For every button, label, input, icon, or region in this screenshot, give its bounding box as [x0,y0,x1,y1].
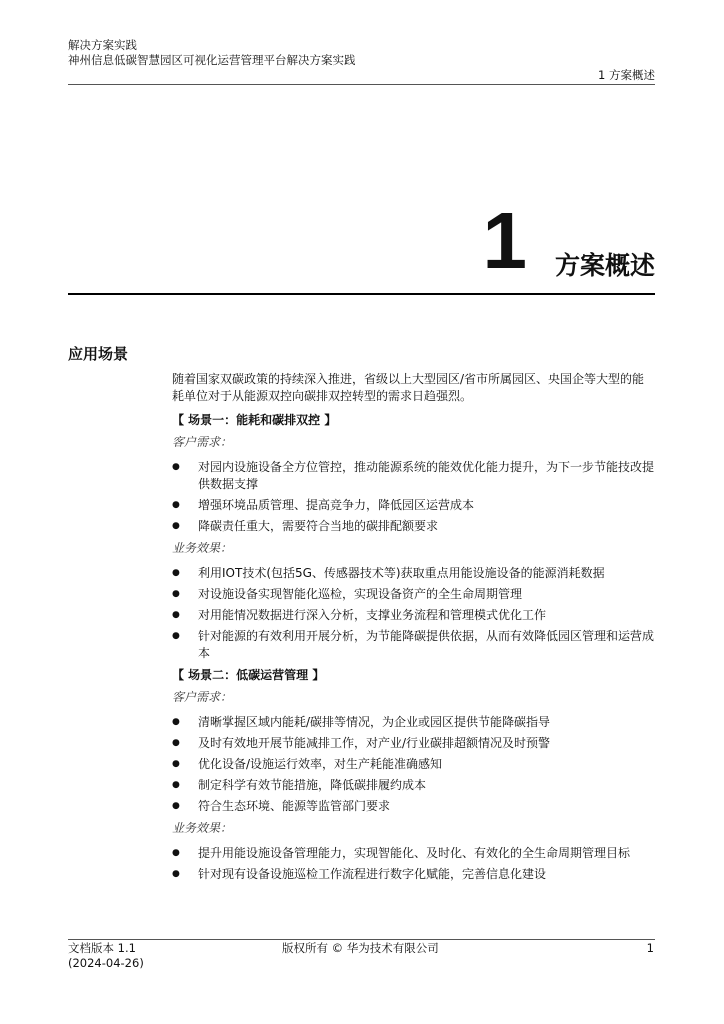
scenario-2-effects-label: 业务效果： [172,821,233,835]
scenario-1-heading: 【 场景一：能耗和碳排双控 】 [172,413,337,427]
header-divider [68,84,655,85]
list-item: ● 针对能源的有效利用开展分析，为节能降碳提供依据，从而有效降低园区管理和运营成本 [172,628,656,662]
scenario-1-effects-label: 业务效果： [172,541,233,555]
list-item: ● 制定科学有效节能措施，降低碳排履约成本 [172,777,656,794]
list-item: ● 增强环境品质管理、提高竞争力，降低园区运营成本 [172,497,656,514]
list-item: ● 优化设备/设施运行效率，对生产耗能准确感知 [172,756,656,773]
footer-divider [68,939,655,940]
footer-version-date: (2024-04-26) [68,956,144,970]
chapter-number: 1 [482,196,527,285]
list-item: ● 利用IOT技术(包括5G、传感器技术等)获取重点用能设施设备的能源消耗数据 [172,565,656,582]
footer-page-number: 1 [646,941,654,955]
list-item: ● 符合生态环境、能源等监管部门要求 [172,798,656,815]
list-item: ● 及时有效地开展节能减排工作，对产业/行业碳排超额情况及时预警 [172,735,656,752]
scenario-2-needs-list [172,714,656,815]
scenario-2-heading: 【 场景二：低碳运营管理 】 [172,668,325,682]
section-content [172,371,656,888]
scenario-1-needs-label: 客户需求： [172,435,233,449]
chapter-title: 方案概述 [554,251,655,280]
list-item: ● 提升用能设施设备管理能力，实现智能化、及时化、有效化的全生命周期管理目标 [172,845,656,862]
list-item: ● 降碳责任重大，需要符合当地的碳排配额要求 [172,518,656,535]
scenario-2-needs-label: 客户需求： [172,690,233,704]
footer-version [68,941,144,971]
scenario-1-needs-list [172,459,656,535]
list-item: ● 针对现有设备设施巡检工作流程进行数字化赋能，完善信息化建设 [172,866,656,883]
list-item: ● 对设施设备实现智能化巡检，实现设备资产的全生命周期管理 [172,586,656,603]
section-title: 应用场景 [68,345,129,363]
chapter-divider [68,293,655,295]
header-chapter-label: 1 方案概述 [598,68,655,82]
header-doc-title: 神州信息低碳智慧园区可视化运营管理平台解决方案实践 [68,53,356,67]
footer-version-number: 文档版本 1.1 [68,941,136,955]
running-header-left [68,38,368,68]
scenario-1-effects-list [172,565,656,662]
footer-copyright: 版权所有 © 华为技术有限公司 [282,941,439,955]
list-item: ● 对园内设施设备全方位管控，推动能源系统的能效优化能力提升，为下一步节能技改提供数据支撑 [172,459,656,493]
intro-paragraph: 随着国家双碳政策的持续深入推进，省级以上大型园区/省市所属园区、央国企等大型的能耗单位对于从能源双控向碳排双控转型的需求日趋强烈。 [172,372,645,403]
header-doc-type: 解决方案实践 [68,38,137,52]
scenario-2-effects-list [172,845,656,883]
list-item: ● 对用能情况数据进行深入分析，支撑业务流程和管理模式优化工作 [172,607,656,624]
list-item: ● 清晰掌握区域内能耗/碳排等情况，为企业或园区提供节能降碳指导 [172,714,656,731]
